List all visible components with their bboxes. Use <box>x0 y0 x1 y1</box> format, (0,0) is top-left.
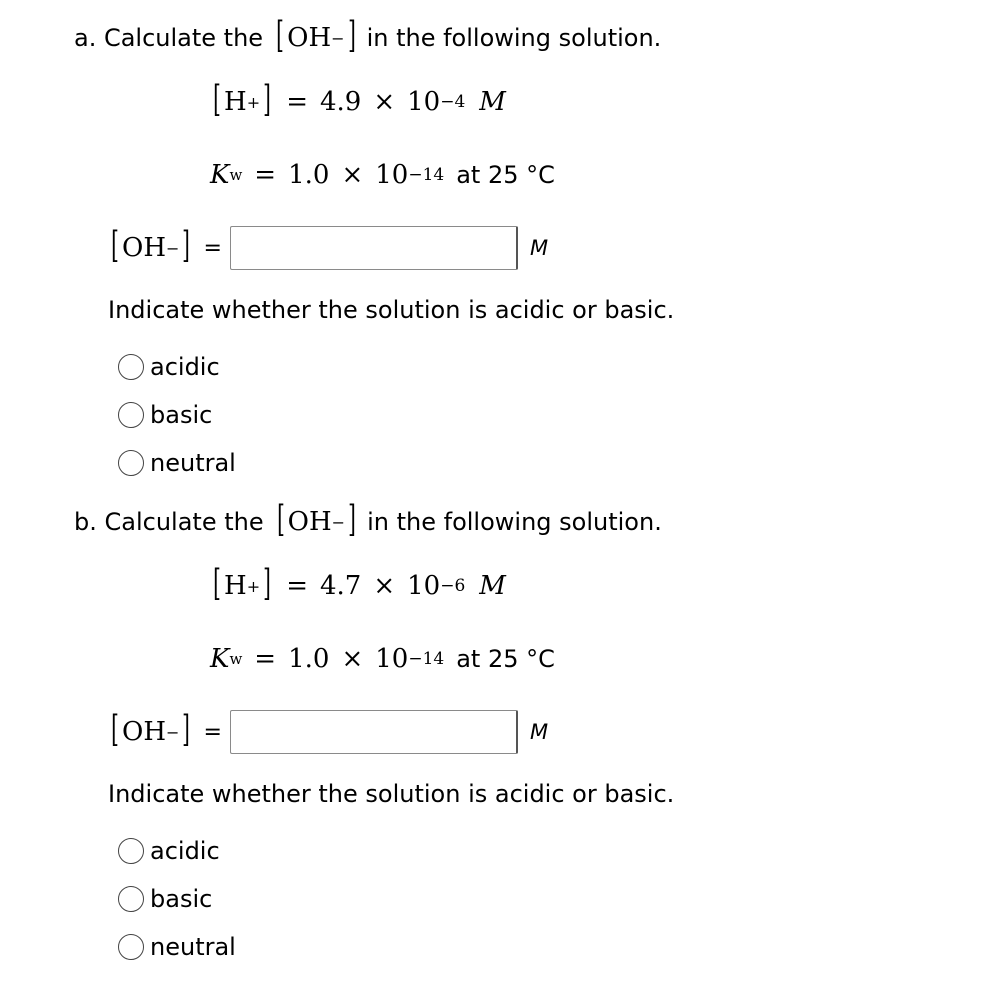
option-basic[interactable]: basic <box>118 391 236 439</box>
option-neutral[interactable]: neutral <box>118 439 236 487</box>
radio-button[interactable] <box>118 402 144 428</box>
part-b-heading <box>74 499 662 540</box>
option-acidic[interactable]: acidic <box>118 827 236 875</box>
option-acidic[interactable]: acidic <box>118 343 236 391</box>
heading-suffix: in the following solution. <box>367 508 662 536</box>
acidity-prompt: Indicate whether the solution is acidic or basic. <box>108 780 675 808</box>
heading-suffix: in the following solution. <box>366 24 662 52</box>
h-concentration-line: [ H + ] = 4.9 × 10 −4 M <box>213 79 506 120</box>
kw-line: K w = 1.0 × 10 −14 at 25 °C <box>210 644 555 674</box>
unit-label: M <box>529 236 549 260</box>
radio-button[interactable] <box>118 934 144 960</box>
radio-button[interactable] <box>118 354 144 380</box>
oh-answer-label: [ OH − ] <box>111 709 191 750</box>
oh-answer-row: [ OH − ] = M <box>108 226 548 270</box>
heading-prefix: a. Calculate the <box>74 24 264 52</box>
radio-button[interactable] <box>118 450 144 476</box>
oh-answer-input[interactable] <box>230 710 518 754</box>
radio-button[interactable] <box>118 838 144 864</box>
oh-answer-label: [ OH − ] <box>111 225 191 266</box>
h-concentration-line: [ H + ] = 4.7 × 10 −6 M <box>213 563 506 604</box>
acidity-options <box>118 343 236 487</box>
part-a-heading <box>74 15 662 56</box>
radio-button[interactable] <box>118 886 144 912</box>
acidity-prompt: Indicate whether the solution is acidic or basic. <box>108 296 675 324</box>
oh-answer-input[interactable] <box>230 226 518 270</box>
oh-concentration-symbol: [ OH − ] <box>276 499 356 540</box>
option-basic[interactable]: basic <box>118 875 236 923</box>
oh-concentration-symbol: [ OH − ] <box>276 15 356 56</box>
option-neutral[interactable]: neutral <box>118 923 236 971</box>
kw-line: K w = 1.0 × 10 −14 at 25 °C <box>210 160 555 190</box>
oh-answer-row: [ OH − ] = M <box>108 710 548 754</box>
unit-label: M <box>529 720 549 744</box>
heading-prefix: b. Calculate the <box>74 508 264 536</box>
acidity-options <box>118 827 236 971</box>
